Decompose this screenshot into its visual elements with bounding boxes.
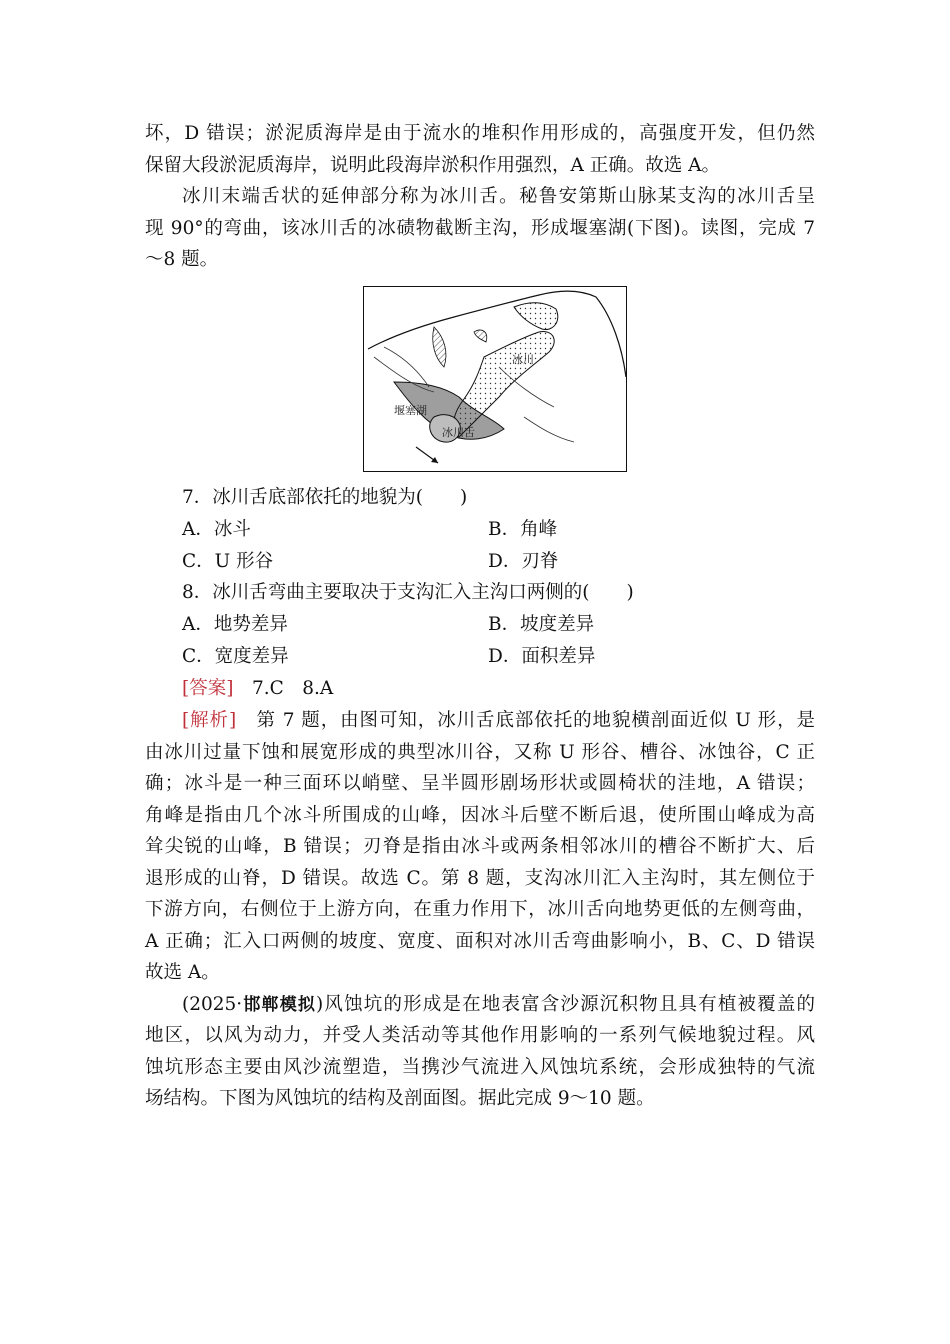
question-7-option-c: C．U 形谷	[182, 551, 274, 572]
rock-slope	[433, 327, 446, 367]
snow-field	[514, 303, 558, 330]
question-7-option-a: A．冰斗	[182, 519, 251, 540]
intro-line: ～8 题。	[145, 249, 219, 270]
analysis-tag: [解析]	[182, 710, 237, 731]
next-intro-line: 蚀坑形态主要由风沙流塑造，当携沙气流进入风蚀坑系统，会形成独特的气流	[145, 1057, 815, 1078]
source-open: (2025·	[182, 994, 243, 1015]
glacier-figure	[363, 286, 627, 472]
analysis-line: 由冰川过量下蚀和展宽形成的典型冰川谷，又称 U 形谷、槽谷、冰蚀谷，C 正	[145, 742, 815, 763]
analysis-text: 第 7 题，由图可知，冰川舌底部依托的地貌横剖面近似 U 形，是	[236, 710, 815, 731]
next-intro-line	[182, 989, 815, 1021]
question-7-option-d: D．刃脊	[488, 551, 559, 572]
source-name: 邯郸模拟	[242, 995, 317, 1015]
answer-line	[182, 673, 852, 704]
glacier-illustration	[364, 287, 626, 471]
analysis-line: A 正确；汇入口两侧的坡度、宽度、面积对冰川舌弯曲影响小，B、C、D 错误	[145, 931, 815, 952]
paragraph-line: 保留大段淤泥质海岸，说明此段海岸淤积作用强烈，A 正确。故选 A。	[145, 155, 720, 176]
analysis-line: 角峰是指由几个冰斗所围成的山峰，因冰斗后壁不断后退，使所围山峰成为高	[145, 805, 815, 826]
question-8-option-b: B．坡度差异	[488, 614, 595, 635]
question-8-option-d: D．面积差异	[488, 646, 596, 667]
intro-line: 现 90°的弯曲，该冰川舌的冰碛物截断主沟，形成堰塞湖(下图)。读图，完成 7	[145, 218, 815, 239]
question-8-option-c: C．宽度差异	[182, 646, 289, 667]
source-close: )	[316, 994, 324, 1015]
question-7-stem: 7．冰川舌底部依托的地貌为( )	[182, 487, 468, 508]
analysis-line: 确；冰斗是一种三面环以峭壁、呈半圆形剧场形状或圆椅状的洼地，A 错误；	[145, 773, 815, 794]
analysis-line	[182, 705, 815, 736]
label-dammed-lake: 堰塞湖	[394, 404, 427, 417]
question-7-option-b: B．角峰	[488, 519, 558, 540]
arrow-head	[431, 457, 438, 463]
label-glacier-tongue: 冰川舌	[442, 426, 475, 439]
next-intro-line: 场结构。下图为风蚀坑的结构及剖面图。据此完成 9～10 题。	[145, 1088, 655, 1109]
answer-tag: [答案]	[182, 678, 234, 699]
intro-line: 冰川末端舌状的延伸部分称为冰川舌。秘鲁安第斯山脉某支沟的冰川舌呈	[182, 186, 815, 207]
glacier-body	[454, 332, 555, 437]
label-glacier: 冰川	[512, 353, 534, 366]
next-intro-line: 地区，以风为动力，并受人类活动等其他作用影响的一系列气候地貌过程。风	[145, 1025, 815, 1046]
analysis-line: 耸尖锐的山峰，B 错误；刃脊是指由冰斗或两条相邻冰川的槽谷不断扩大、后	[145, 836, 815, 857]
analysis-line: 故选 A。	[145, 962, 220, 983]
analysis-line: 退形成的山脊，D 错误。故选 C。第 8 题，支沟冰川汇入主沟时，其左侧位于	[145, 868, 815, 889]
question-8-option-a: A．地势差异	[182, 614, 288, 635]
next-intro-text: 风蚀坑的形成是在地表富含沙源沉积物且具有植被覆盖的	[323, 994, 815, 1015]
analysis-line: 下游方向，右侧位于上游方向，在重力作用下，冰川舌向地势更低的左侧弯曲，	[145, 899, 815, 920]
answer-text: 7.C 8.A	[233, 678, 334, 699]
rock-slope	[474, 330, 487, 342]
paragraph-line: 坏，D 错误；淤泥质海岸是由于流水的堆积作用形成的，高强度开发，但仍然	[145, 123, 815, 144]
question-8-stem: 8．冰川舌弯曲主要取决于支沟汇入主沟口两侧的( )	[182, 582, 634, 603]
